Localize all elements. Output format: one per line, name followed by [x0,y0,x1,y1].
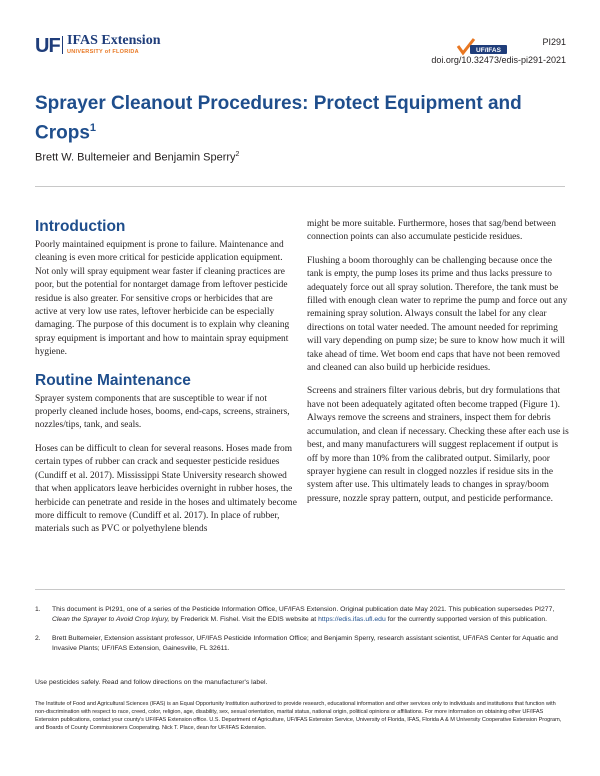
paragraph-flushing-boom: Flushing a boom thoroughly can be challenging because once the tank is empty, the pump loses its prime and thus lacks pressure to adequately force out all spray solution. Therefore, the tank must be filled with enough clean water to reprime the pump and force out any remaining spray solution. Always consult the label for any clear directions on total water needed. The amount needed for repriming will vary depending on pump size; be sure to know how much it will take ahead of time. Wet boom end caps that have not been removed and cleaned can also build up herbicide residues. [307,255,568,374]
footnote-1 [35,605,565,626]
authors [35,151,239,164]
edis-website-link[interactable]: https://edis.ifas.ufl.edu [318,616,386,624]
footnote-1-part-c: for the currently supported version of this publication. [387,616,548,624]
footnote-2 [35,634,565,655]
title-text: Sprayer Cleanout Procedures: Protect Equipment and Crops [35,93,522,144]
page-title [35,92,555,145]
title-footnote-marker: 1 [89,122,97,134]
paragraph-hoses-continued: might be more suitable. Furthermore, hoses that sag/bend between connection points can also accumulate pesticide residues. [307,219,556,243]
footnote-number: 1. [35,606,41,613]
uf-mark: UF [35,35,60,57]
paragraph-screens-strainers: Screens and strainers filter various debris, but dry formulations that have not been adequately agitated often become trapped (Figure 1). Always remove the screens and strainers, inspect them for debris accumulation, and clean if necessary. Checking these after each use is best, and many manufacturers will suggest replacement if output is off by more than 10% from the calibrated output. Similarly, poor sprayer hygiene can result in clogged nozzles if residue sits in the system after use. This ultimately leads to changes in spray/boom pressure, nozzle spray pattern, output, and pesticide performance. [307,386,569,504]
footnote-number: 2. [35,634,41,642]
equal-opportunity-statement: The Institute of Food and Agricultural Sciences (IFAS) is an Equal Opportunity Institution authorized to provide research, educational information and other services only to individuals and institutions that function with non-discrimination with respect to race, creed, color, religion, age, disability, sex, sexual orientation, marital status, national origin, political opinions or affiliations. For more information on obtaining other UF/IFAS Extension publications, contact your county's UF/IFAS Extension office. U.S. Department of Agriculture, UF/IFAS Extension Service, University of Florida, IFAS, Florida A & M University Cooperative Extension Program, and Boards of County Commissioners Cooperating. Nick T. Place, dean for UF/IFAS Extension. [35,701,562,731]
footnote-1-cited-title: Clean the Sprayer to Avoid Crop Injury, [52,616,170,624]
footnote-divider [35,589,565,590]
publication-number: PI291 [542,37,566,47]
ifas-checkmark-badge-icon [454,37,508,57]
paragraph-routine-1: Sprayer system components that are susceptible to wear if not properly cleaned include hoses, booms, end-caps, screens, strainers, nozzles/tips, tank, and seals. [35,393,290,431]
paragraph-introduction: Poorly maintained equipment is prone to failure. Maintenance and cleaning is even more critical for pesticide application equipment. Not only will spray equipment wear faster if cleaning practices are poor, but the potential for nontarget damage from leftover pesticide residue is also greater. For sensitive crops or herbicides that are active at very low use rates, leftover herbicide can be especially damaging. The purpose of this document is to explain why cleaning spray equipment is important and how to maintain spray equipment hygiene. [35,240,290,358]
header-divider [35,186,565,187]
paragraph-routine-2: Hoses can be difficult to clean for several reasons. Hoses made from certain types of rubber can crack and sequester pesticide residues (Cundiff et al. 2017). Mississippi State University research showed that when applicators leave herbicides overnight in rubber hoses, the herbicide can penetrate and reside in the hoses and ultimately become more difficult to remove (Cundiff et al. 2017). In place of rubber, materials such as PVC or polyethylene blends [35,443,297,535]
logo-divider [62,36,63,54]
heading-routine-maintenance: Routine Maintenance [35,371,191,389]
footnote-text [52,605,565,626]
safety-notice: Use pesticides safely. Read and follow directions on the manufacturer's label. [35,679,268,686]
footnote-1-part-a: This document is PI291, one of a series of the Pesticide Information Office, UF/IFAS Extension. Original publication date May 2021. This publication supersedes PI277, [52,606,555,613]
logo-title: IFAS Extension [67,33,161,48]
footnote-1-part-b: by Frederick M. Fishel. Visit the EDIS website at [171,616,317,624]
footnotes [35,605,565,662]
authors-footnote-marker: 2 [235,151,240,158]
logo-subtitle: UNIVERSITY of FLORIDA [67,49,139,55]
heading-introduction: Introduction [35,218,126,235]
right-column [307,218,569,516]
footnote-text: Brett Bultemeier, Extension assistant professor, UF/IFAS Pesticide Information Office; and Benjamin Sperry, research assistant scientist, UF/IFAS Center for Aquatic and Invasive Plants; UF/IFAS Extension, Gainesville, FL 32611. [52,634,558,652]
left-column [35,218,297,547]
badge-text: UF/IFAS [476,47,501,54]
doi-link[interactable]: doi.org/10.32473/edis-pi291-2021 [431,55,566,65]
authors-text: Brett W. Bultemeier and Benjamin Sperry [35,151,236,164]
